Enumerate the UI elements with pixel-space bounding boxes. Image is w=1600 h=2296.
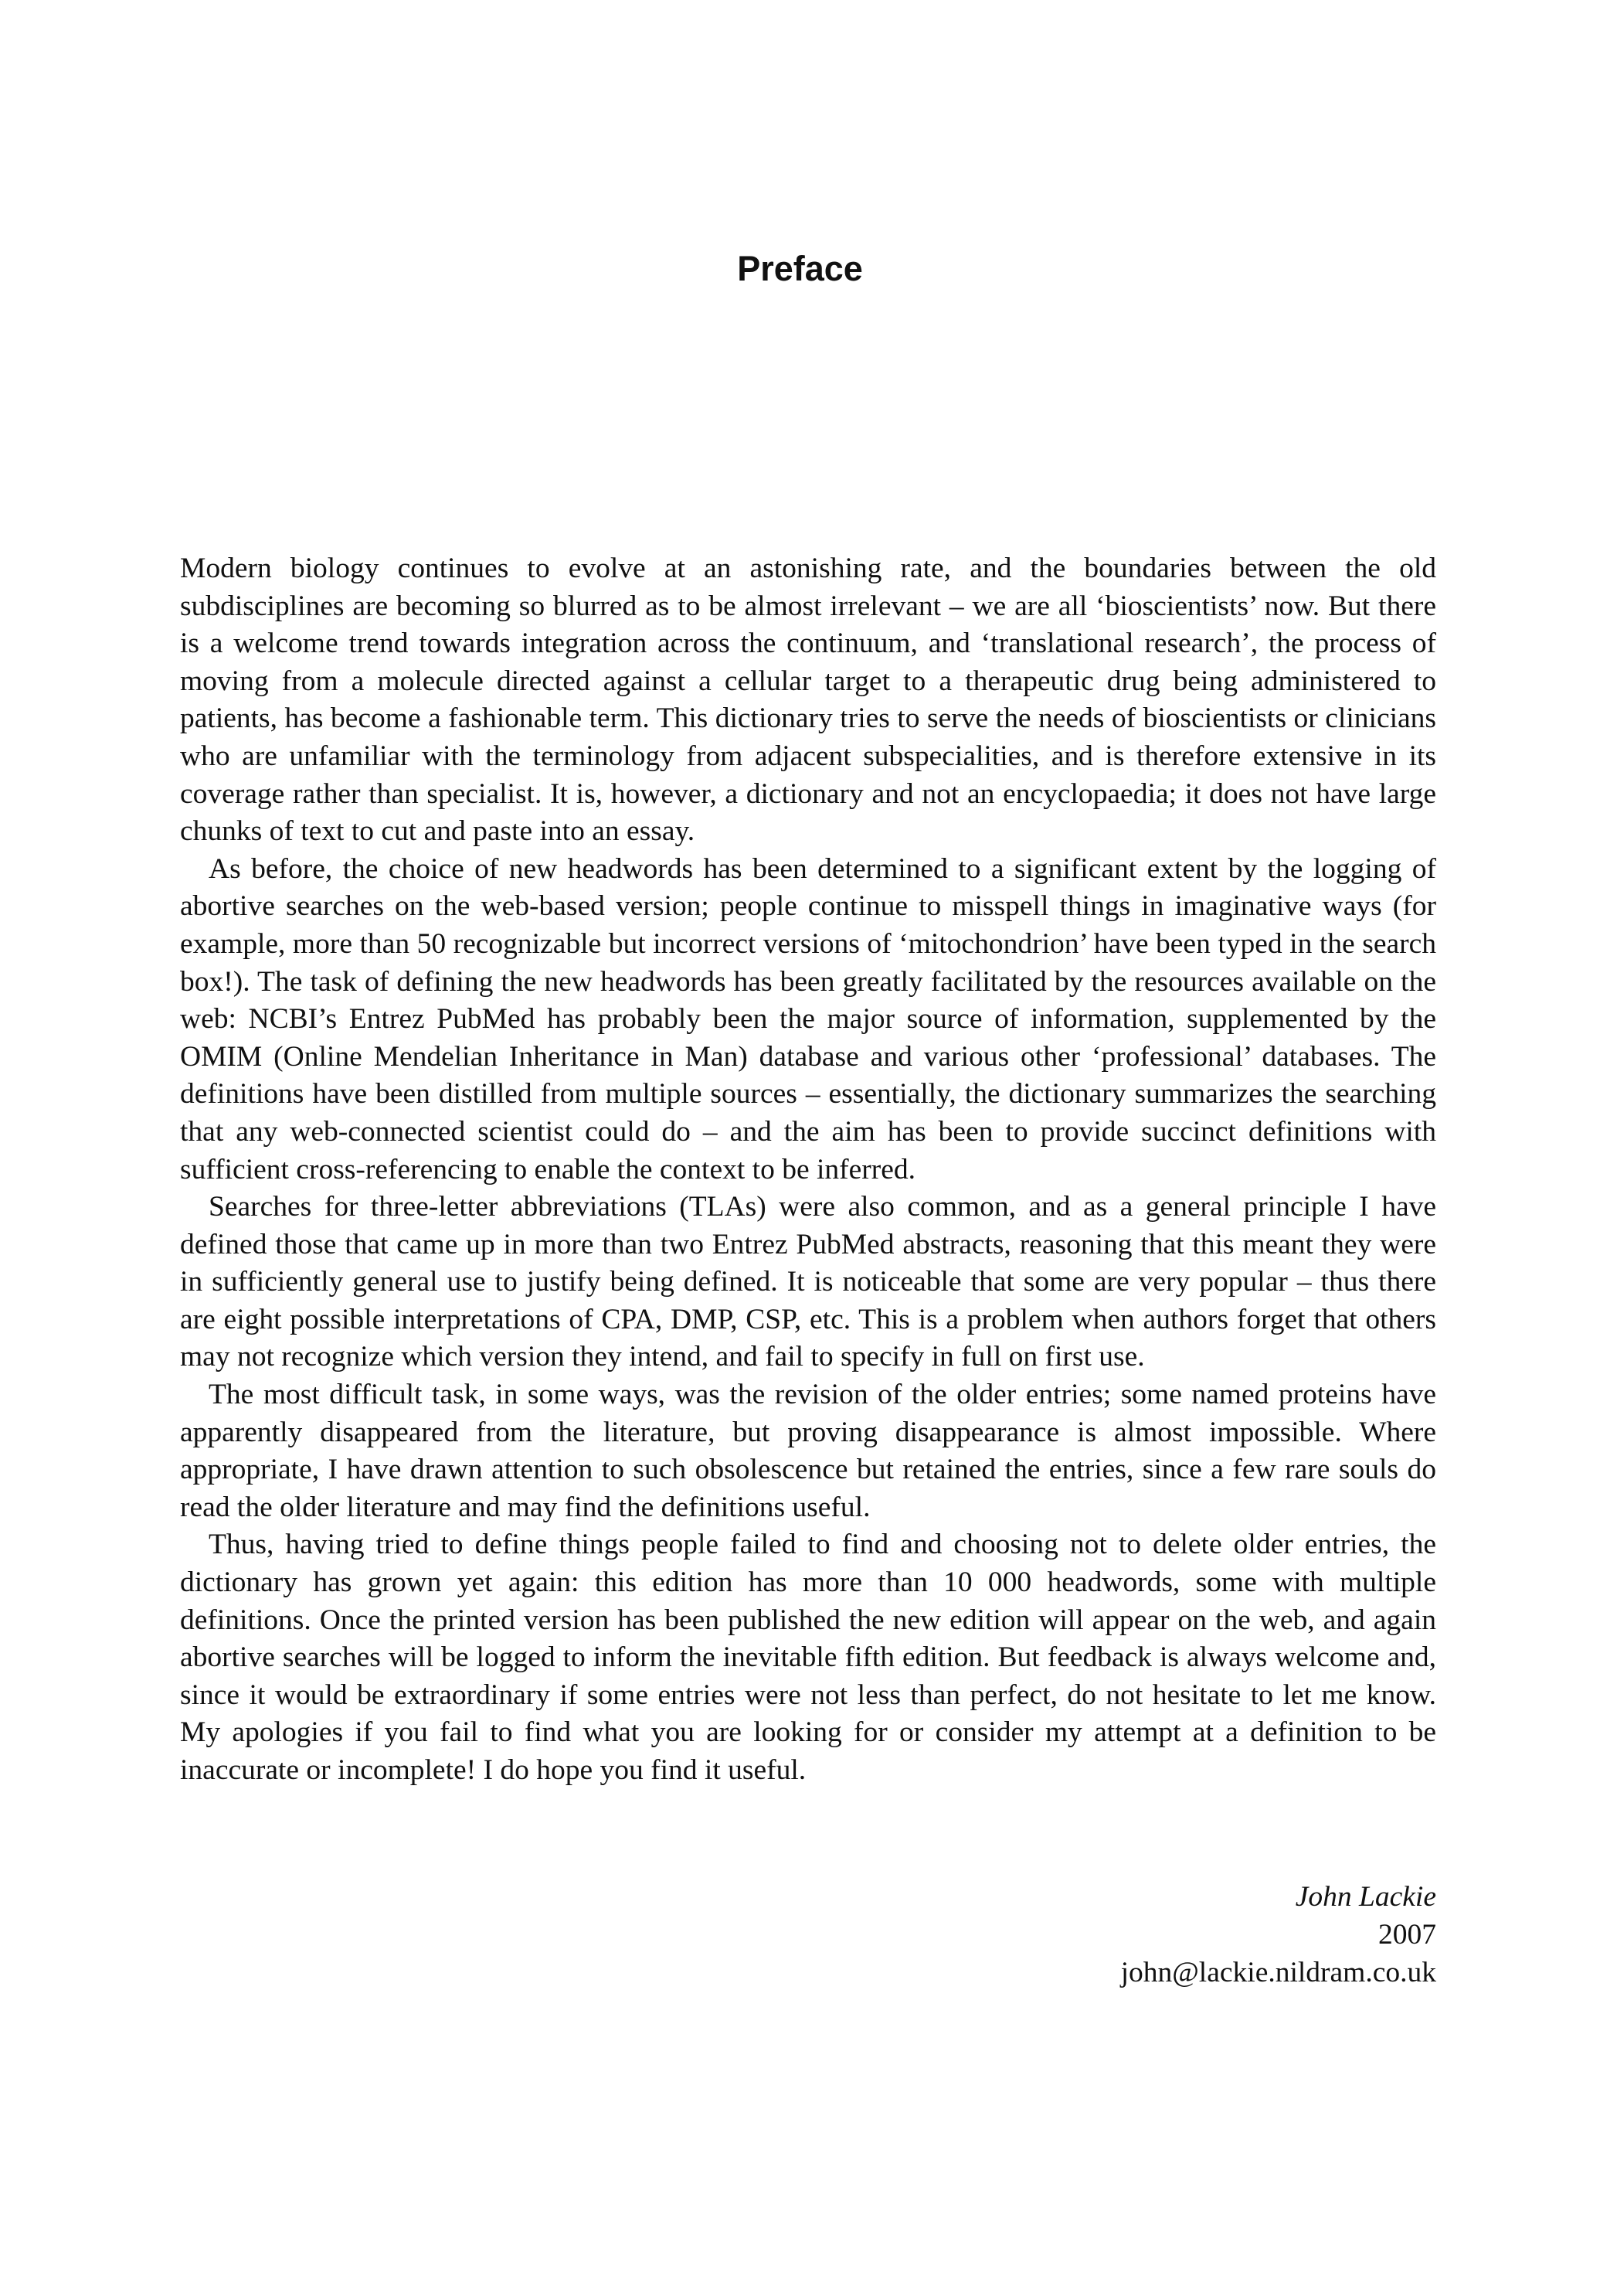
author-email: john@lackie.nildram.co.uk	[1120, 1957, 1436, 1988]
paragraph-1: Modern biology continues to evolve at an astonishing rate, and the boundaries between the old subdisciplines are becoming so blurred as to be almost irrelevant – we are all ‘bioscientists’ now. But there is a welcome trend towards integration across the continuum, and ‘translational research’, the process of moving from a molecule directed against a cellular target to a therapeutic drug being administered to patients, has become a fashionable term. This dictionary tries to serve the needs of bioscientists or clinicians who are unfamiliar with the terminology from adjacent subspecialities, and is therefore extensive in its coverage rather than specialist. It is, however, a dictionary and not an encyclopaedia; it does not have large chunks of text to cut and paste into an essay.	[180, 553, 1436, 848]
signature-year: 2007	[1378, 1919, 1436, 1951]
paragraph-3: Searches for three-letter abbreviations (TLAs) were also common, and as a general principle I have defined those that came up in more than two Entrez PubMed abstracts, reasoning that this meant they were in sufficiently general use to justify being defined. It is noticeable that some are very popular – thus there are eight possible interpretations of CPA, DMP, CSP, etc. This is a problem when authors forget that others may not recognize which version they intend, and fail to specify in full on first use.	[180, 1191, 1436, 1373]
paragraph-5: Thus, having tried to define things people failed to find and choosing not to delete older entries, the dictionary has grown yet again: this edition has more than 10 000 headwords, some with multiple definitions. Once the printed version has been published the new edition will appear on the web, and again abortive searches will be logged to inform the inevitable fifth edition. But feedback is always welcome and, since it would be extraordinary if some entries were not less than perfect, do not hesitate to let me know. My apologies if you fail to find what you are looking for or consider my attempt at a definition to be inaccurate or incomplete! I do hope you find it useful.	[180, 1529, 1436, 1786]
paragraph-4: The most difficult task, in some ways, was the revision of the older entries; some named proteins have apparently disappeared from the literature, but proving disappearance is almost impossible. Where appropriate, I have drawn attention to such obsolescence but retained the entries, since a few rare souls do read the older literature and may find the definitions useful.	[180, 1379, 1436, 1523]
author-signature-block	[818, 1878, 1436, 1992]
paragraph-2: As before, the choice of new headwords has been determined to a significant extent by the logging of abortive searches on the web-based version; people continue to misspell things in imaginative ways (for example, more than 50 recognizable but incorrect versions of ‘mitochondrion’ have been typed in the search box!). The task of defining the new headwords has been greatly facilitated by the resources available on the web: NCBI’s Entrez PubMed has probably been the major source of information, supplemented by the OMIM (Online Mendelian Inheritance in Man) database and various other ‘professional’ databases. The definitions have been distilled from multiple sources – essentially, the dictionary summarizes the searching that any web-connected scientist could do – and the aim has been to provide succinct definitions with sufficient cross-referencing to enable the context to be inferred.	[180, 852, 1436, 1185]
preface-body	[180, 550, 1436, 1790]
author-name: John Lackie	[1295, 1881, 1436, 1913]
page-title: Preface	[737, 249, 863, 288]
